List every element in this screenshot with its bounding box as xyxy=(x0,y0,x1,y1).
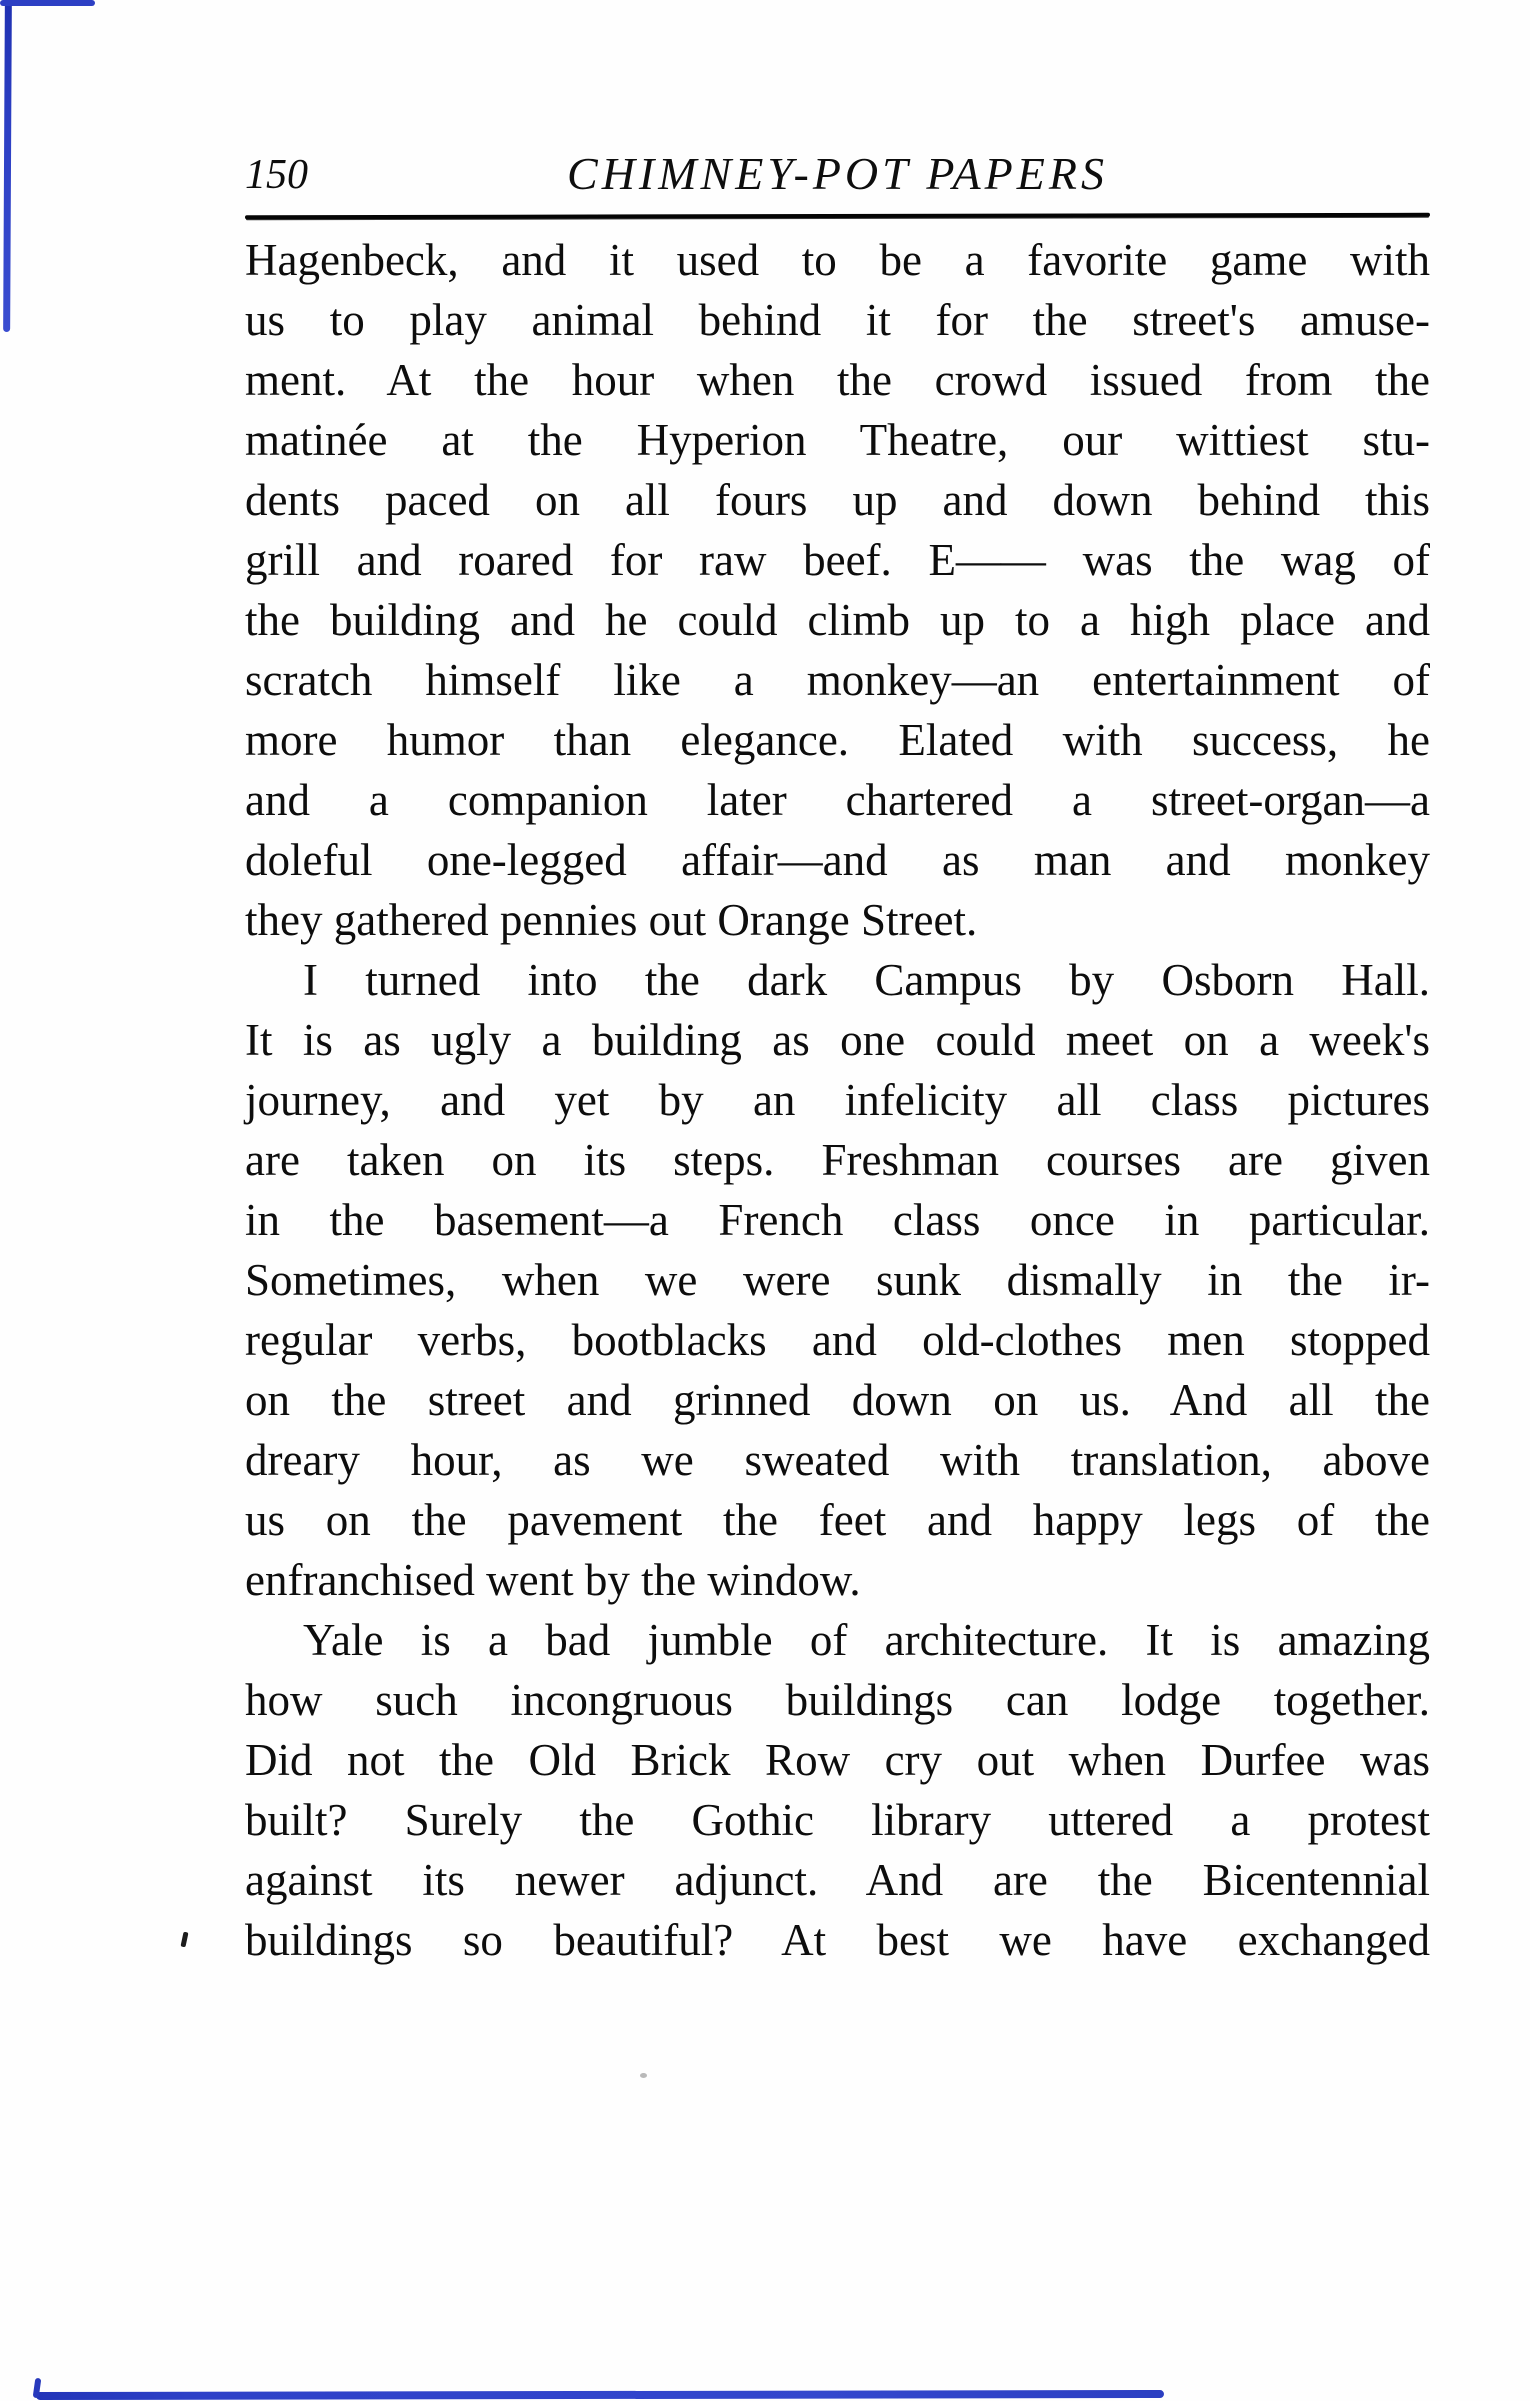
margin-ink-speck xyxy=(180,1932,188,1948)
text-line: matinée at the Hyperion Theatre, our wittiest stu- xyxy=(245,415,1430,465)
text-line: buildings so beautiful? At best we have exchanged xyxy=(245,1915,1430,1965)
text-line: regular verbs, bootblacks and old-clothes men stopped xyxy=(245,1315,1430,1365)
text-line: built? Surely the Gothic library uttered a protest xyxy=(245,1795,1430,1845)
text-line: the building and he could climb up to a high place and xyxy=(245,595,1430,645)
text-line: and a companion later chartered a street-organ—a xyxy=(245,775,1430,825)
text-line: Sometimes, when we were sunk dismally in the ir- xyxy=(245,1255,1430,1305)
text-line: ment. At the hour when the crowd issued from the xyxy=(245,355,1430,405)
scan-edge-artifact-bottom-tick xyxy=(33,2378,42,2399)
text-line: scratch himself like a monkey—an entertainment of xyxy=(245,655,1430,705)
text-line: journey, and yet by an infelicity all class pictures xyxy=(245,1075,1430,1125)
text-line: on the street and grinned down on us. And all the xyxy=(245,1375,1430,1425)
text-line: they gathered pennies out Orange Street. xyxy=(245,895,978,945)
text-line: against its newer adjunct. And are the Bicentennial xyxy=(245,1855,1430,1905)
text-line: dreary hour, as we sweated with translation, above xyxy=(245,1435,1430,1485)
text-line: I turned into the dark Campus by Osborn Hall. xyxy=(303,955,1430,1005)
text-line: how such incongruous buildings can lodge together. xyxy=(245,1675,1430,1725)
text-line: It is as ugly a building as one could meet on a week's xyxy=(245,1015,1430,1065)
scan-edge-artifact-top xyxy=(0,0,95,6)
header-rule xyxy=(245,213,1430,219)
page-number: 150 xyxy=(245,152,308,198)
text-line: Yale is a bad jumble of architecture. It is amazing xyxy=(303,1615,1430,1665)
text-line: us to play animal behind it for the street's amuse- xyxy=(245,295,1430,345)
page-header xyxy=(245,148,1430,202)
scan-edge-artifact-bottom xyxy=(36,2390,1164,2400)
stray-speck xyxy=(640,2073,647,2078)
text-line: Hagenbeck, and it used to be a favorite game with xyxy=(245,235,1430,285)
scan-edge-artifact-top-left xyxy=(3,0,12,332)
text-line: doleful one-legged affair—and as man and monkey xyxy=(245,835,1430,885)
text-line: more humor than elegance. Elated with success, he xyxy=(245,715,1430,765)
text-line: Did not the Old Brick Row cry out when Durfee was xyxy=(245,1735,1430,1785)
body-text xyxy=(245,230,1430,1970)
running-title: CHIMNEY-POT PAPERS xyxy=(567,148,1108,199)
text-line: grill and roared for raw beef. E—— was the wag of xyxy=(245,535,1430,585)
text-line: in the basement—a French class once in particular. xyxy=(245,1195,1430,1245)
text-line: enfranchised went by the window. xyxy=(245,1555,861,1605)
text-line: dents paced on all fours up and down behind this xyxy=(245,475,1430,525)
text-line: us on the pavement the feet and happy legs of the xyxy=(245,1495,1430,1545)
text-line: are taken on its steps. Freshman courses are given xyxy=(245,1135,1430,1185)
